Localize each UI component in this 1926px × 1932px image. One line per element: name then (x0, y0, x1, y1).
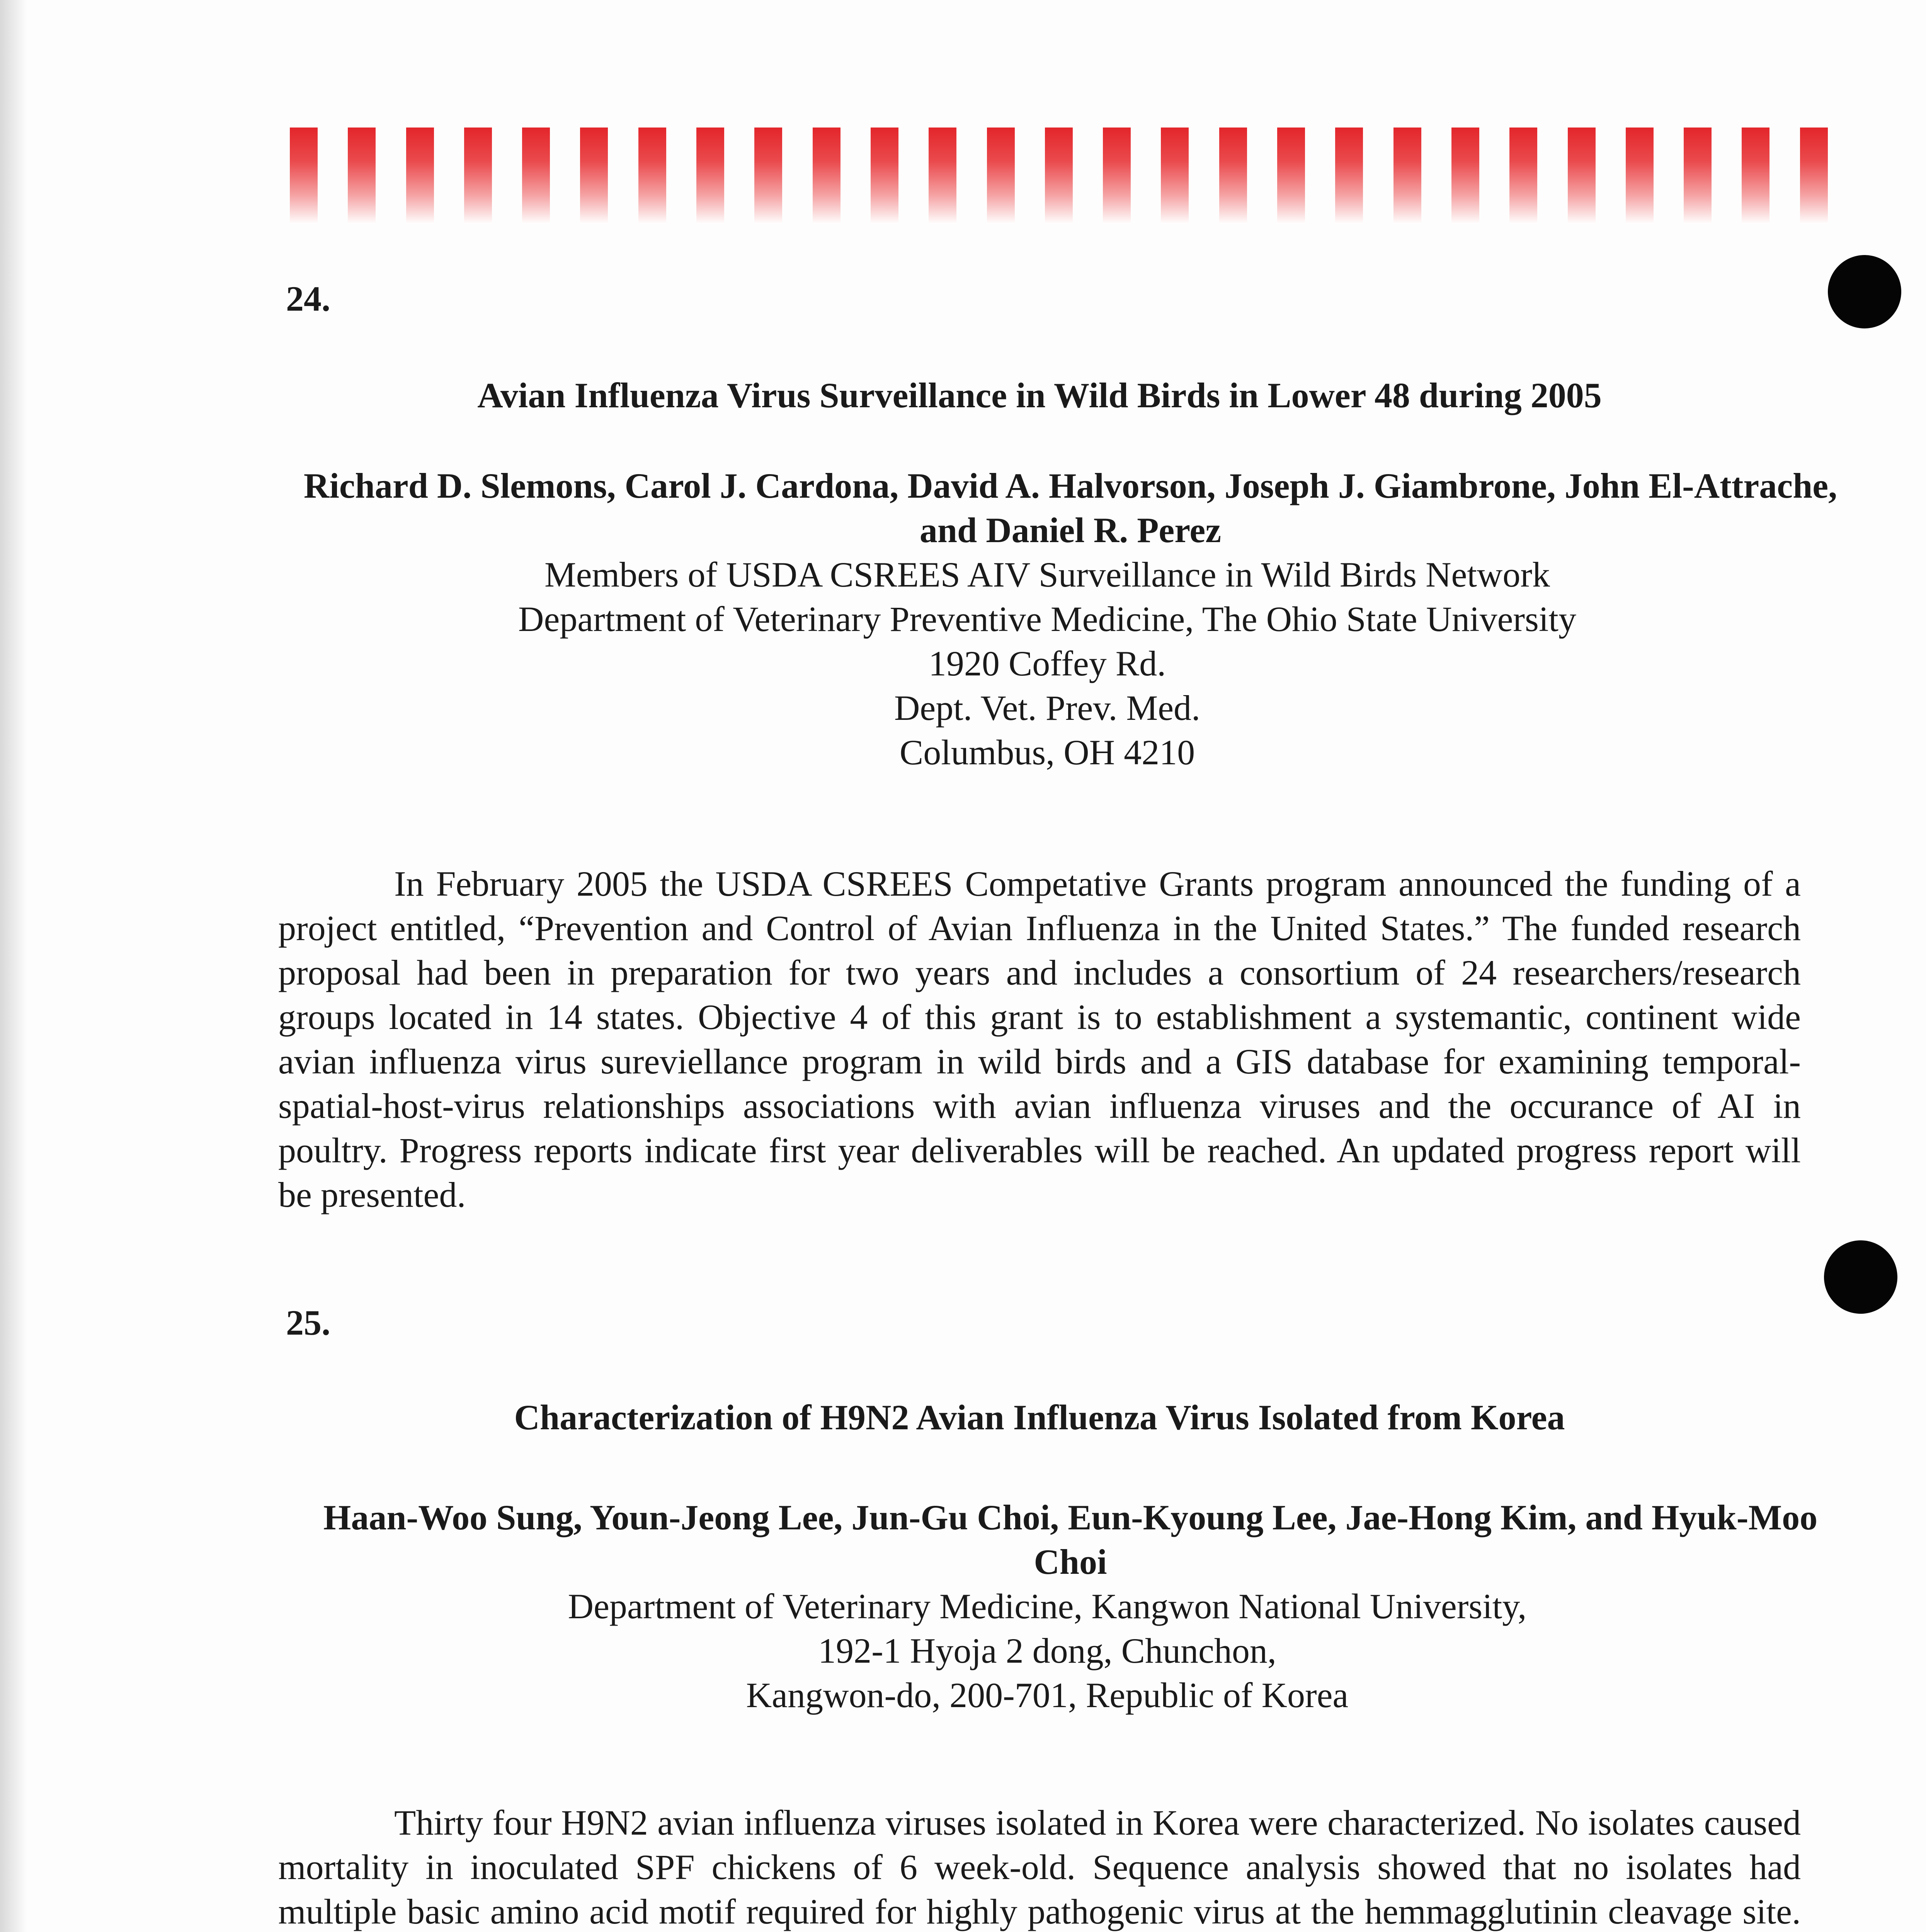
header-stripe (1335, 128, 1363, 224)
affiliation-line: Department of Veterinary Medicine, Kangwon National University, (568, 1587, 1527, 1626)
affiliation-line: Dept. Vet. Prev. Med. (894, 688, 1201, 728)
scan-edge-shadow (0, 0, 27, 1932)
abstract-affiliation (301, 553, 1793, 775)
header-stripe (1219, 128, 1247, 224)
header-stripe (754, 128, 782, 224)
abstract-authors: Richard D. Slemons, Carol J. Cardona, David A. Halvorson, Joseph J. Giambrone, John El-Attrache, and Daniel R. Perez (303, 466, 1838, 550)
header-stripe (1161, 128, 1189, 224)
affiliation-line: Kangwon-do, 200-701, Republic of Korea (746, 1675, 1349, 1715)
header-stripe (1626, 128, 1654, 224)
header-stripe (696, 128, 724, 224)
header-stripe (348, 128, 376, 224)
header-stripe (522, 128, 550, 224)
affiliation-line: 192-1 Hyoja 2 dong, Chunchon, (818, 1631, 1276, 1670)
header-stripe (638, 128, 666, 224)
header-stripe (1103, 128, 1131, 224)
binder-punch-hole (1828, 255, 1901, 328)
header-stripe (580, 128, 608, 224)
affiliation-line: Members of USDA CSREES AIV Surveillance in Wild Birds Network (544, 555, 1550, 594)
header-stripe (1451, 128, 1479, 224)
abstract-number: 25. (286, 1303, 330, 1342)
affiliation-line: Department of Veterinary Preventive Medicine, The Ohio State University (518, 599, 1576, 639)
abstract-number: 24. (286, 279, 330, 318)
header-stripe (1742, 128, 1769, 224)
header-stripe (1568, 128, 1596, 224)
header-stripe (1045, 128, 1073, 224)
header-stripe (929, 128, 956, 224)
header-stripe (813, 128, 840, 224)
header-stripe (1684, 128, 1712, 224)
abstract-body: In February 2005 the USDA CSREES Competative Grants program announced the funding of a project entitled, “Prevention and Control of Avian Influenza in the United States.” The funded research proposal had been in preparation for two years and includes a consortium of 24 researchers/research groups located in 14 states. Objective 4 of this grant is to establishment a systemantic, continent wide avian influenza virus sureviellance program in wild birds and a GIS database for examining temporal-spatial-host-virus relationships associations with avian influenza viruses and the occurance of AI in poultry. Progress reports indicate first year deliverables will be reached. An updated progress report will be presented. (278, 864, 1801, 1214)
abstract-body: Thirty four H9N2 avian influenza viruses isolated in Korea were characterized. No isolates caused mortality in inoculated SPF chickens of 6 week-old. Sequence analysis showed that no isolates had multiple basic amino acid motif required for highly pathogenic virus at the hemmagglutinin cleavage site. (278, 1803, 1801, 1931)
abstract-authors: Haan-Woo Sung, Youn-Jeong Lee, Jun-Gu Choi, Eun-Kyoung Lee, Jae-Hong Kim, and Hyuk-Moo Choi (323, 1498, 1818, 1582)
header-stripe (464, 128, 492, 224)
header-stripe (406, 128, 434, 224)
header-stripe (987, 128, 1015, 224)
binder-punch-hole (1824, 1240, 1897, 1314)
affiliation-line: Columbus, OH 4210 (899, 733, 1195, 772)
abstract-title: Avian Influenza Virus Surveillance in Wild Birds in Lower 48 during 2005 (477, 376, 1602, 415)
abstract-affiliation (301, 1584, 1793, 1718)
header-stripe (1393, 128, 1421, 224)
header-stripe (290, 128, 318, 224)
header-stripe (1800, 128, 1828, 224)
header-stripe (871, 128, 898, 224)
red-striped-header-decoration (290, 128, 1828, 224)
header-stripe (1277, 128, 1305, 224)
abstract-title: Characterization of H9N2 Avian Influenza Virus Isolated from Korea (514, 1398, 1565, 1437)
header-stripe (1509, 128, 1537, 224)
affiliation-line: 1920 Coffey Rd. (928, 644, 1166, 683)
